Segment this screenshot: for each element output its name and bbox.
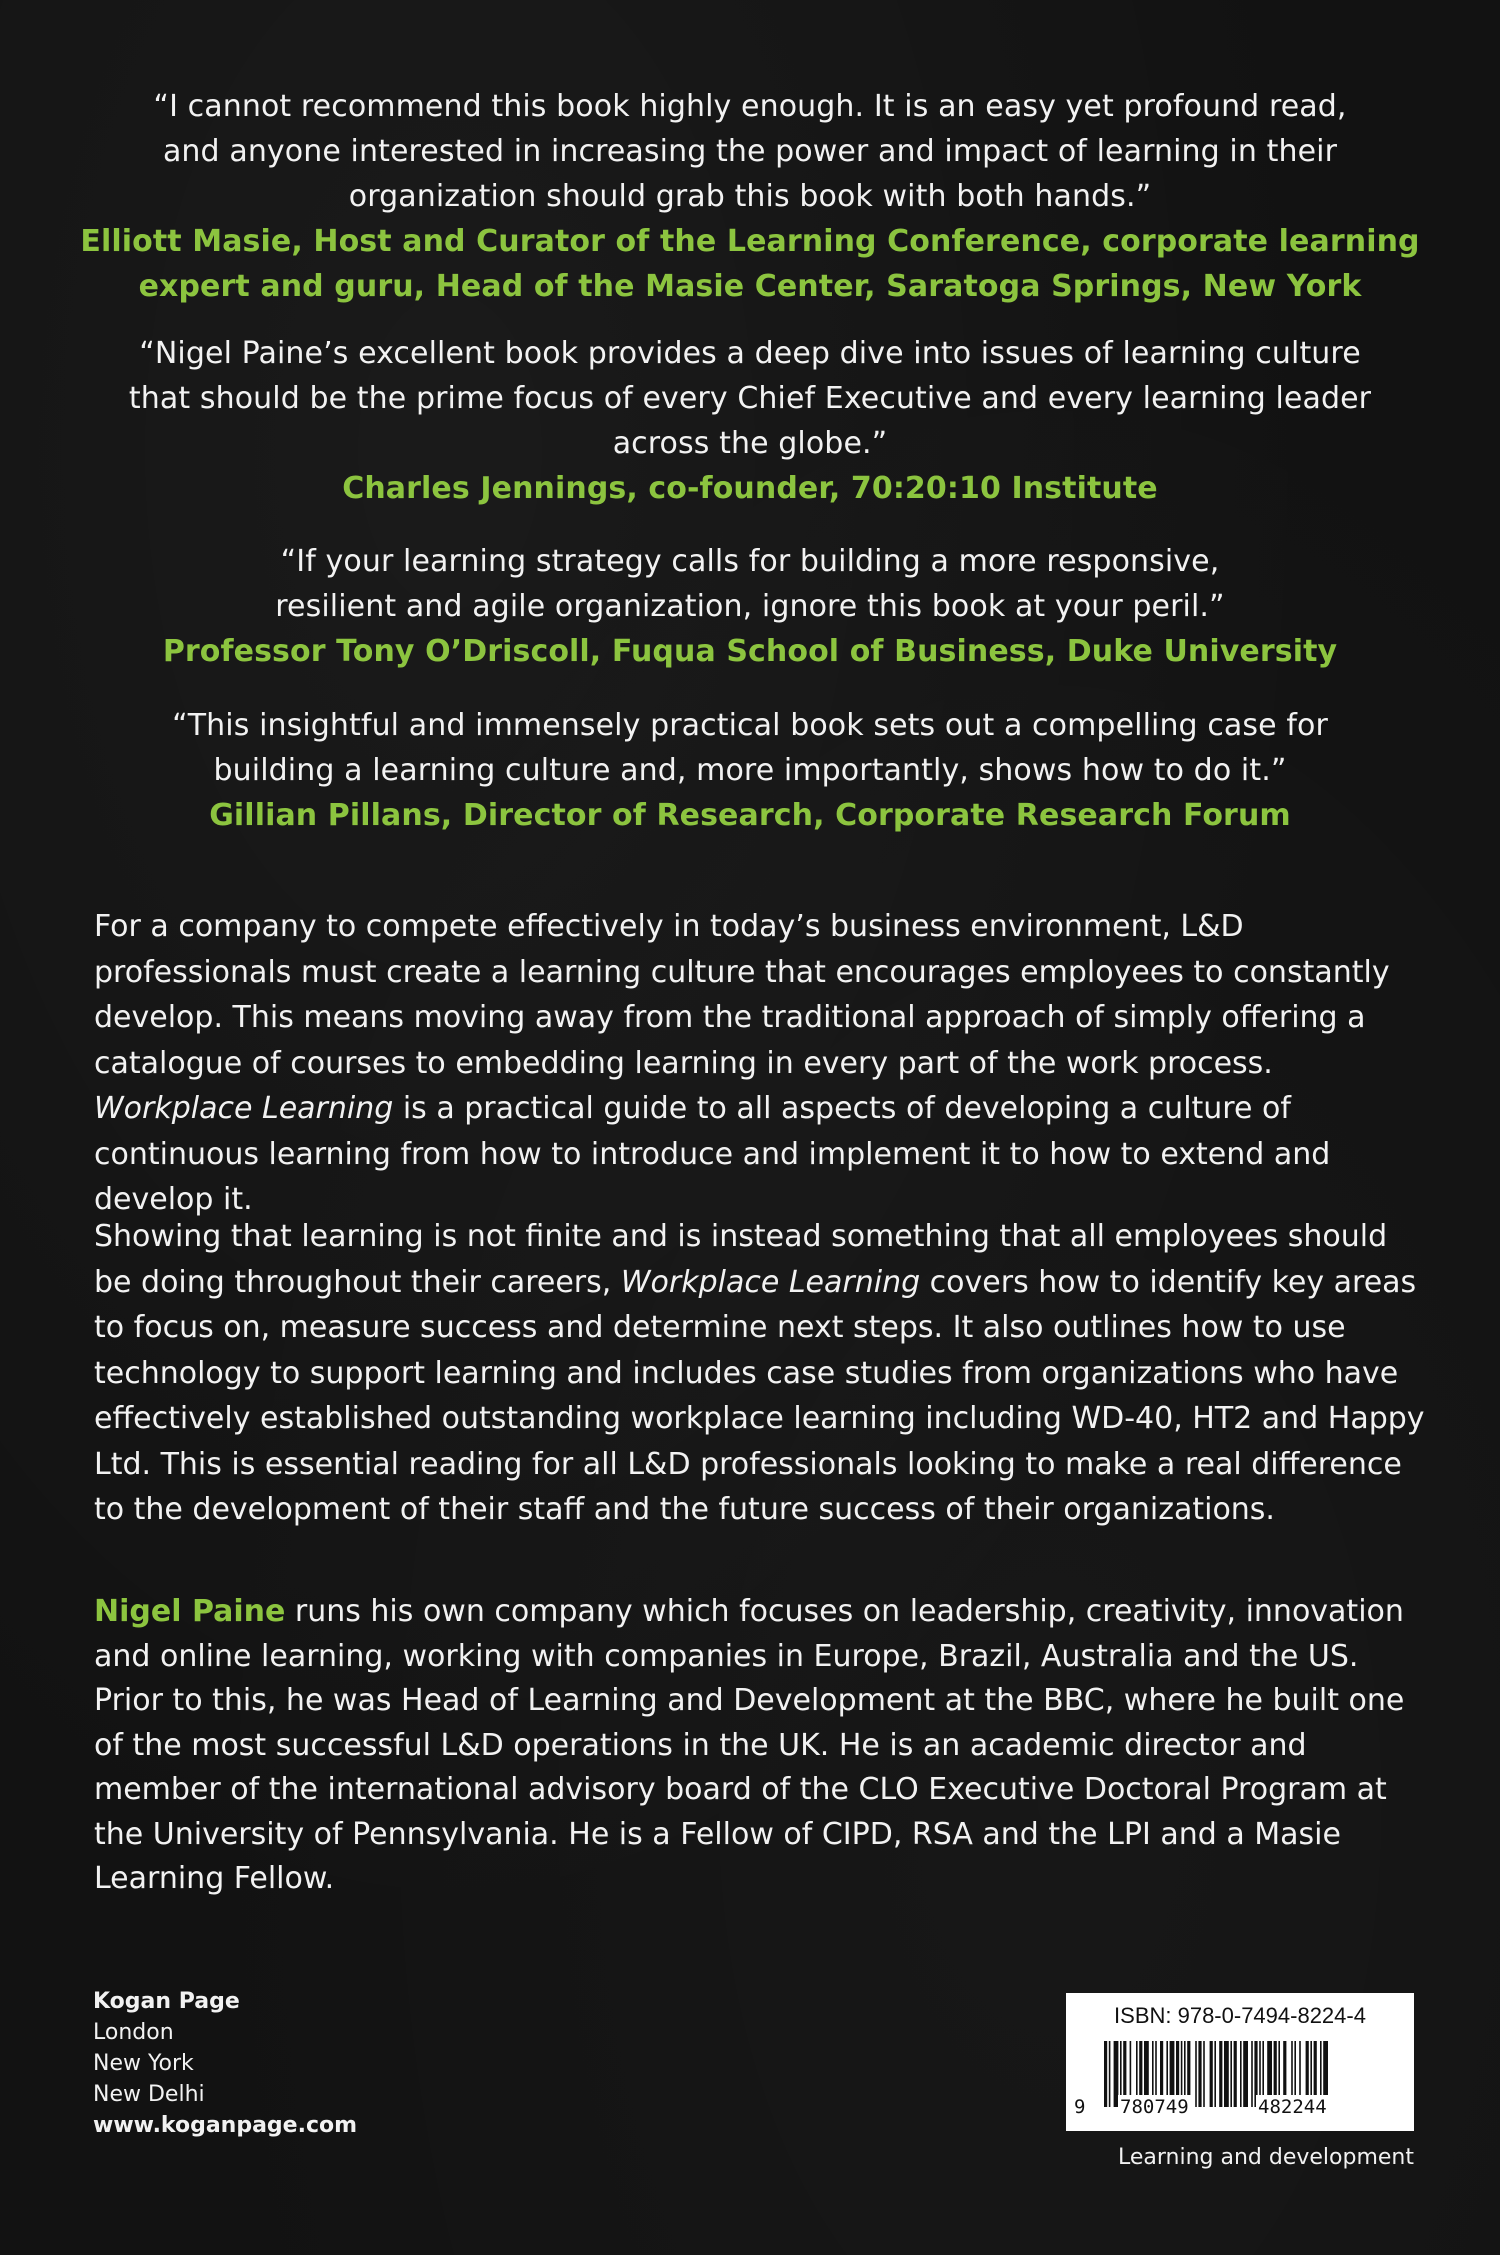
publisher-url: www.koganpage.com	[93, 2113, 358, 2138]
author-bio	[94, 1590, 1434, 1902]
subject-category: Learning and development	[1117, 2145, 1414, 2170]
endorsement-4-attribution: Gillian Pillans, Director of Research, Corporate Research Forum	[209, 798, 1291, 833]
endorsement-4-line-2: building a learning culture and, more importantly, shows how to do it.”	[213, 753, 1287, 788]
barcode-digits-right: 482244	[1258, 2096, 1327, 2118]
isbn-barcode-box	[1066, 1993, 1414, 2131]
publisher-city-new-york: New York	[93, 2051, 194, 2076]
description-2-text-a: Showing that learning is not finite and is instead something that all employees should be doing throughout their careers,	[94, 1219, 1388, 1300]
description-1-text-a: For a company to compete effectively in today’s business environment, L&D professionals must create a learning culture that encourages employees to constantly develop. This means moving away from the traditional approach of simply offering a catalogue of courses to embedding learning in every part of the work process.	[94, 909, 1390, 1081]
endorsement-2-line-2: that should be the prime focus of every Chief Executive and every learning leader	[128, 381, 1372, 416]
endorsement-3-line-1: “If your learning strategy calls for building a more responsive,	[280, 544, 1220, 579]
description-2-text-b: covers how to identify key areas to focus on, measure success and determine next steps. It also outlines how to use technology to support learning and includes case studies from organizations who have effectively established outstanding workplace learning including WD-40, HT2 and Happy Ltd. This is essential reading for all L&D professionals looking to make a real difference to the development of their staff and the future success of their organizations.	[94, 1264, 1425, 1527]
description-paragraph-2	[94, 1214, 1434, 1533]
endorsement-2-line-3: across the globe.”	[612, 426, 888, 461]
endorsement-1-attribution-2: expert and guru, Head of the Masie Center, Saratoga Springs, New York	[138, 269, 1362, 304]
publisher-name: Kogan Page	[93, 1989, 240, 2014]
publisher-city-london: London	[93, 2020, 174, 2045]
endorsement-2-attribution: Charles Jennings, co-founder, 70:20:10 Institute	[342, 471, 1158, 506]
publisher-city-new-delhi: New Delhi	[93, 2082, 205, 2107]
isbn-label: ISBN: 978-0-7494-8224-4	[1114, 2003, 1366, 2028]
endorsement-2	[80, 331, 1420, 511]
endorsement-1-attribution-1: Elliott Masie, Host and Curator of the Learning Conference, corporate learning	[80, 224, 1420, 259]
endorsement-4-line-1: “This insightful and immensely practical book sets out a compelling case for	[172, 708, 1328, 743]
endorsement-4	[80, 703, 1420, 838]
endorsement-1-line-1: “I cannot recommend this book highly enough. It is an easy yet profound read,	[153, 89, 1347, 124]
barcode-digits	[1066, 2095, 1414, 2121]
endorsement-1	[80, 84, 1420, 309]
publisher-block	[93, 1986, 357, 2141]
endorsement-3	[80, 539, 1420, 674]
endorsement-2-line-1: “Nigel Paine’s excellent book provides a deep dive into issues of learning culture	[139, 336, 1361, 371]
description-1-text-b: is a practical guide to all aspects of developing a culture of continuous learning from how to introduce and implement it to how to extend and develop it.	[94, 1091, 1331, 1217]
endorsement-3-line-2: resilient and agile organization, ignore this book at your peril.”	[275, 589, 1225, 624]
endorsement-1-line-3: organization should grab this book with both hands.”	[348, 179, 1152, 214]
description-paragraph-1	[94, 904, 1434, 1223]
endorsement-3-attribution: Professor Tony O’Driscoll, Fuqua School of Business, Duke University	[162, 634, 1338, 669]
barcode-digits-left: 780749	[1120, 2096, 1189, 2118]
book-title-italic-2: Workplace Learning	[620, 1264, 921, 1300]
barcode-digit-first: 9	[1074, 2096, 1086, 2118]
endorsement-1-line-2: and anyone interested in increasing the power and impact of learning in their	[162, 134, 1338, 169]
author-bio-text: runs his own company which focuses on leadership, creativity, innovation and online learning, working with companies in Europe, Brazil, Australia and the US. Prior to this, he was Head of Learning and Development at the BBC, where he built one of the most successful L&D operations in the UK. He is an academic director and member of the international advisory board of the CLO Executive Doctoral Program at the University of Pennsylvania. He is a Fellow of CIPD, RSA and the LPI and a Masie Learning Fellow.	[94, 1594, 1405, 1896]
book-title-italic-1: Workplace Learning	[94, 1091, 394, 1126]
author-name: Nigel Paine	[94, 1594, 286, 1629]
